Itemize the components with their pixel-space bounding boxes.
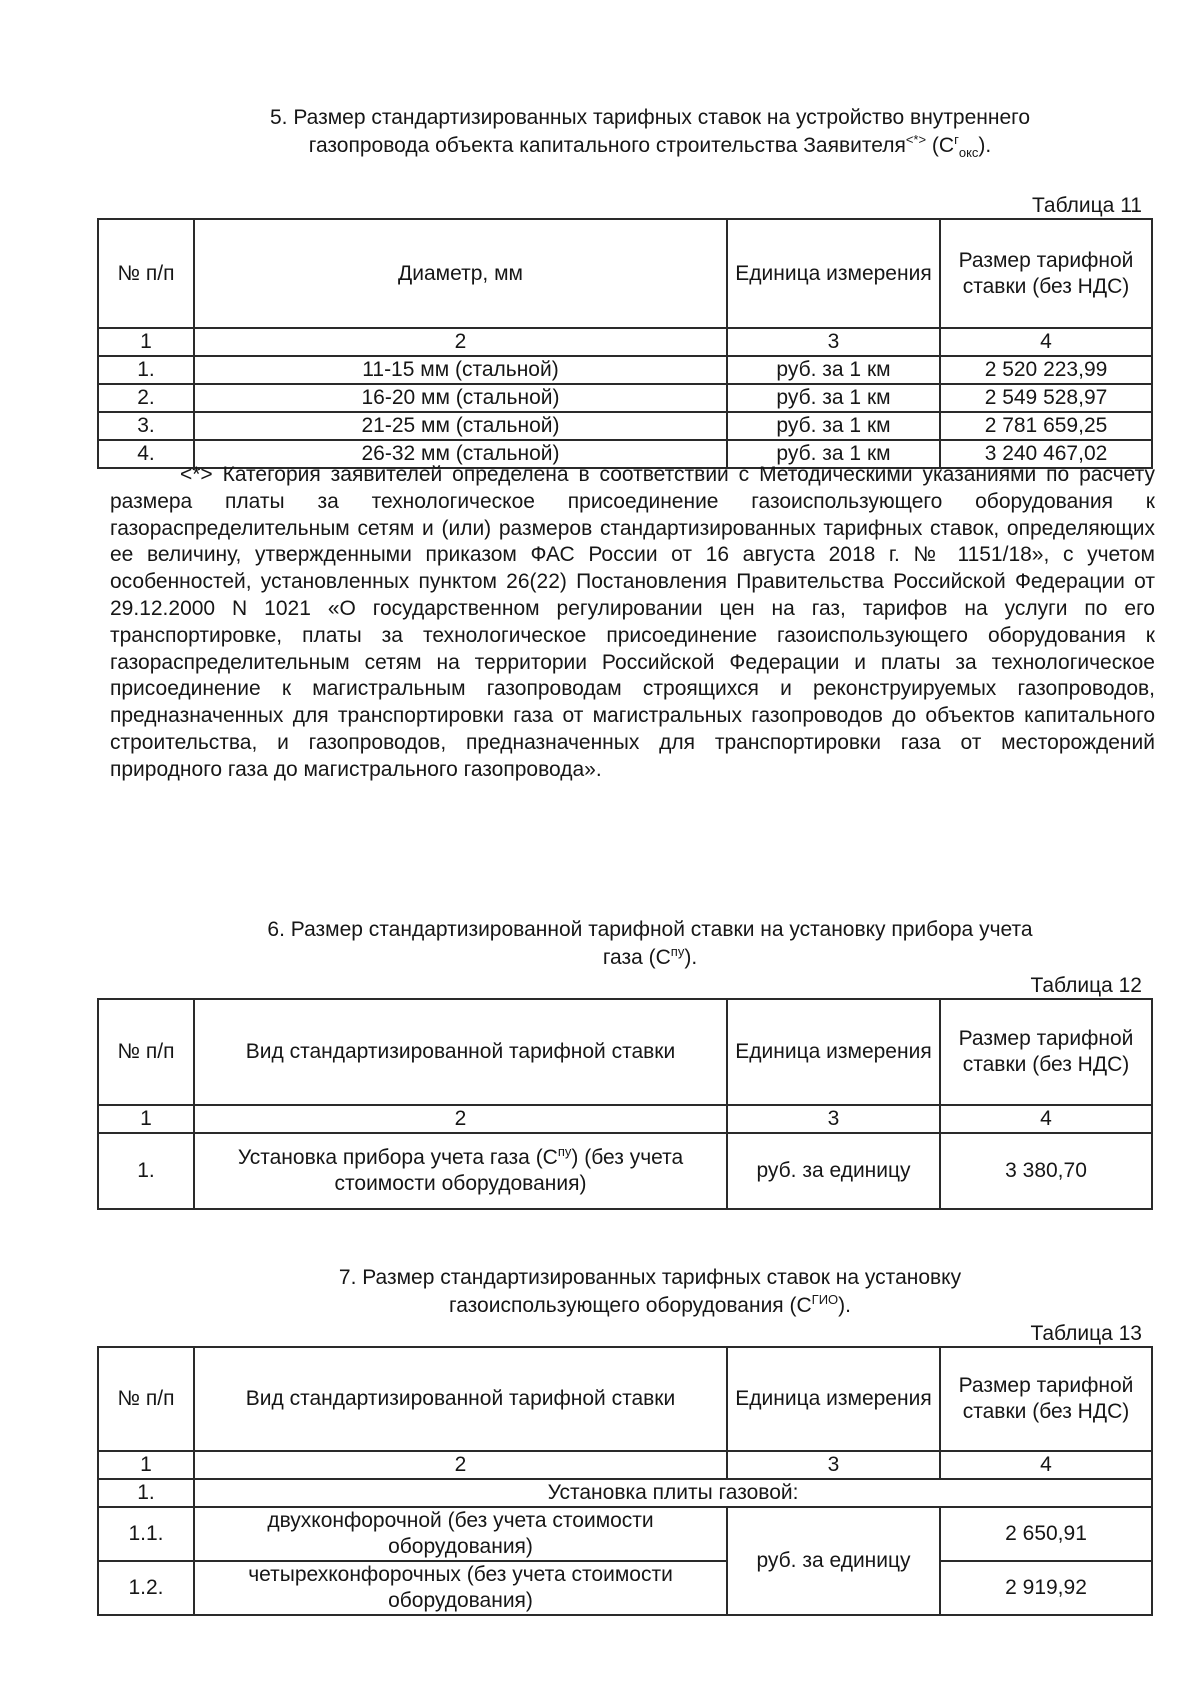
row-unit: руб. за единицу bbox=[727, 1133, 940, 1209]
table-header-row bbox=[98, 999, 1152, 1105]
table-header-row bbox=[98, 219, 1152, 328]
header-value: Размер тарифной ставки (без НДС) bbox=[940, 1347, 1152, 1451]
row-value: 3 240 467,02 bbox=[940, 440, 1152, 468]
row-name: 16-20 мм (стальной) bbox=[194, 384, 727, 412]
table-13-caption: Таблица 13 bbox=[1030, 1322, 1142, 1345]
header-num: № п/п bbox=[98, 1347, 194, 1451]
row-unit: руб. за единицу bbox=[727, 1507, 940, 1615]
section-7-title-line2 bbox=[180, 1292, 1120, 1320]
row-value: 2 520 223,99 bbox=[940, 356, 1152, 384]
col-number: 4 bbox=[940, 1451, 1152, 1479]
header-value: Размер тарифной ставки (без НДС) bbox=[940, 219, 1152, 328]
section-6-title-text: газа (С bbox=[602, 946, 671, 969]
header-num: № п/п bbox=[98, 219, 194, 328]
section-5-title bbox=[180, 104, 1120, 160]
table-row bbox=[98, 384, 1152, 412]
formula-close: ). bbox=[978, 134, 992, 157]
header-unit: Единица измерения bbox=[727, 999, 940, 1105]
formula-sup: г bbox=[954, 132, 959, 147]
header-unit: Единица измерения bbox=[727, 219, 940, 328]
formula-sup: пу bbox=[670, 944, 685, 959]
section-6-title-line2 bbox=[180, 944, 1120, 972]
row-value: 2 650,91 bbox=[940, 1507, 1152, 1561]
col-number: 2 bbox=[194, 1451, 727, 1479]
col-number: 2 bbox=[194, 328, 727, 356]
row-unit: руб. за 1 км bbox=[727, 356, 940, 384]
header-name: Вид стандартизированной тарифной ставки bbox=[194, 999, 727, 1105]
row-unit: руб. за 1 км bbox=[727, 384, 940, 412]
section-7-title-line1: 7. Размер стандартизированных тарифных ставок на установку bbox=[338, 1266, 962, 1289]
table-row bbox=[98, 1133, 1152, 1209]
column-numbers-row bbox=[98, 1105, 1152, 1133]
header-value: Размер тарифной ставки (без НДС) bbox=[940, 999, 1152, 1105]
table-row bbox=[98, 1507, 1152, 1561]
row-name: 26-32 мм (стальной) bbox=[194, 440, 727, 468]
table-row bbox=[98, 412, 1152, 440]
column-numbers-row bbox=[98, 1451, 1152, 1479]
col-number: 3 bbox=[727, 1451, 940, 1479]
formula-close: ). bbox=[838, 1294, 851, 1317]
section-6-title-line1: 6. Размер стандартизированной тарифной ставки на установку прибора учета bbox=[267, 918, 1033, 941]
row-num: 1. bbox=[98, 356, 194, 384]
row-num: 3. bbox=[98, 412, 194, 440]
table-12 bbox=[97, 998, 1153, 1210]
table-13 bbox=[97, 1346, 1153, 1616]
section-6-title bbox=[180, 916, 1120, 972]
row-num: 2. bbox=[98, 384, 194, 412]
table-row bbox=[98, 1561, 1152, 1615]
column-numbers-row bbox=[98, 328, 1152, 356]
section-5-title-line2 bbox=[180, 132, 1120, 160]
footnote-text: <*> Категория заявителей определена в соответствии с Методическими указаниями по расчету размера платы за технологическое присоединение газоиспользующего оборудования к газораспределительным сетям и (или) размеров стандартизированных тарифных ставок, определяющих ее величину, утвержденными приказом ФАС России от 16 августа 2018 г. № 1151/18», с учетом особенностей, установленных пунктом 26(22) Постановления Правительства Российской Федерации от 29.12.2000 N 1021 «О государственном регулировании цен на газ, тарифов на услуги по его транспортировке, платы за технологическое присоединение газоиспользующего оборудования к газораспределительным сетям на территории Российской Федерации и платы за технологическое присоединение к магистральным газопроводам строящихся и реконструируемых газопроводов, предназначенных для транспортировки газа от магистральных газопроводов до объектов капитального строительства, и газопроводов, предназначенных для транспортировки газа от месторождений природного газа до магистрального газопровода». bbox=[110, 463, 1155, 781]
row-name: четырехконфорочных (без учета стоимости оборудования) bbox=[194, 1561, 727, 1615]
row-name-sup: пу bbox=[557, 1144, 572, 1159]
col-number: 2 bbox=[194, 1105, 727, 1133]
header-num: № п/п bbox=[98, 999, 194, 1105]
col-number: 4 bbox=[940, 1105, 1152, 1133]
section-7-title bbox=[180, 1264, 1120, 1320]
row-value: 2 549 528,97 bbox=[940, 384, 1152, 412]
table-header-row bbox=[98, 1347, 1152, 1451]
row-name: двухконфорочной (без учета стоимости оборудования) bbox=[194, 1507, 727, 1561]
section-5-title-line1: 5. Размер стандартизированных тарифных ставок на устройство внутреннего bbox=[269, 106, 1031, 129]
row-value: 3 380,70 bbox=[940, 1133, 1152, 1209]
section-7-title-text: газоиспользующего оборудования (С bbox=[449, 1294, 812, 1317]
row-value: 2 781 659,25 bbox=[940, 412, 1152, 440]
col-number: 3 bbox=[727, 328, 940, 356]
section-5-title-text: газопровода объекта капитального строительства Заявителя bbox=[308, 134, 906, 157]
table-12-caption: Таблица 12 bbox=[1030, 974, 1142, 997]
formula-sub: окс bbox=[958, 145, 979, 161]
row-name: 11-15 мм (стальной) bbox=[194, 356, 727, 384]
header-name: Диаметр, мм bbox=[194, 219, 727, 328]
row-name bbox=[194, 1133, 727, 1209]
table-group-row bbox=[98, 1479, 1152, 1507]
row-unit: руб. за 1 км bbox=[727, 440, 940, 468]
col-number: 1 bbox=[98, 1451, 194, 1479]
table-row bbox=[98, 356, 1152, 384]
row-num: 4. bbox=[98, 440, 194, 468]
row-name-part1: Установка прибора учета газа (С bbox=[237, 1146, 558, 1169]
col-number: 3 bbox=[727, 1105, 940, 1133]
row-num: 1. bbox=[98, 1479, 194, 1507]
group-label: Установка плиты газовой: bbox=[194, 1479, 1152, 1507]
row-num: 1.1. bbox=[98, 1507, 194, 1561]
table-11 bbox=[97, 218, 1153, 469]
table-11-caption: Таблица 11 bbox=[1032, 194, 1142, 217]
row-unit: руб. за 1 км bbox=[727, 412, 940, 440]
row-num: 1. bbox=[98, 1133, 194, 1209]
header-name: Вид стандартизированной тарифной ставки bbox=[194, 1347, 727, 1451]
formula-close: ). bbox=[684, 946, 698, 969]
col-number: 1 bbox=[98, 328, 194, 356]
footnote-mark: <*> bbox=[905, 132, 927, 147]
formula-open: (С bbox=[926, 134, 955, 157]
col-number: 1 bbox=[98, 1105, 194, 1133]
header-unit: Единица измерения bbox=[727, 1347, 940, 1451]
row-name: 21-25 мм (стальной) bbox=[194, 412, 727, 440]
row-num: 1.2. bbox=[98, 1561, 194, 1615]
row-value: 2 919,92 bbox=[940, 1561, 1152, 1615]
formula-sup: ГИО bbox=[811, 1292, 839, 1307]
row-name-part2: ) (без учета стоимости оборудования) bbox=[334, 1146, 684, 1195]
col-number: 4 bbox=[940, 328, 1152, 356]
